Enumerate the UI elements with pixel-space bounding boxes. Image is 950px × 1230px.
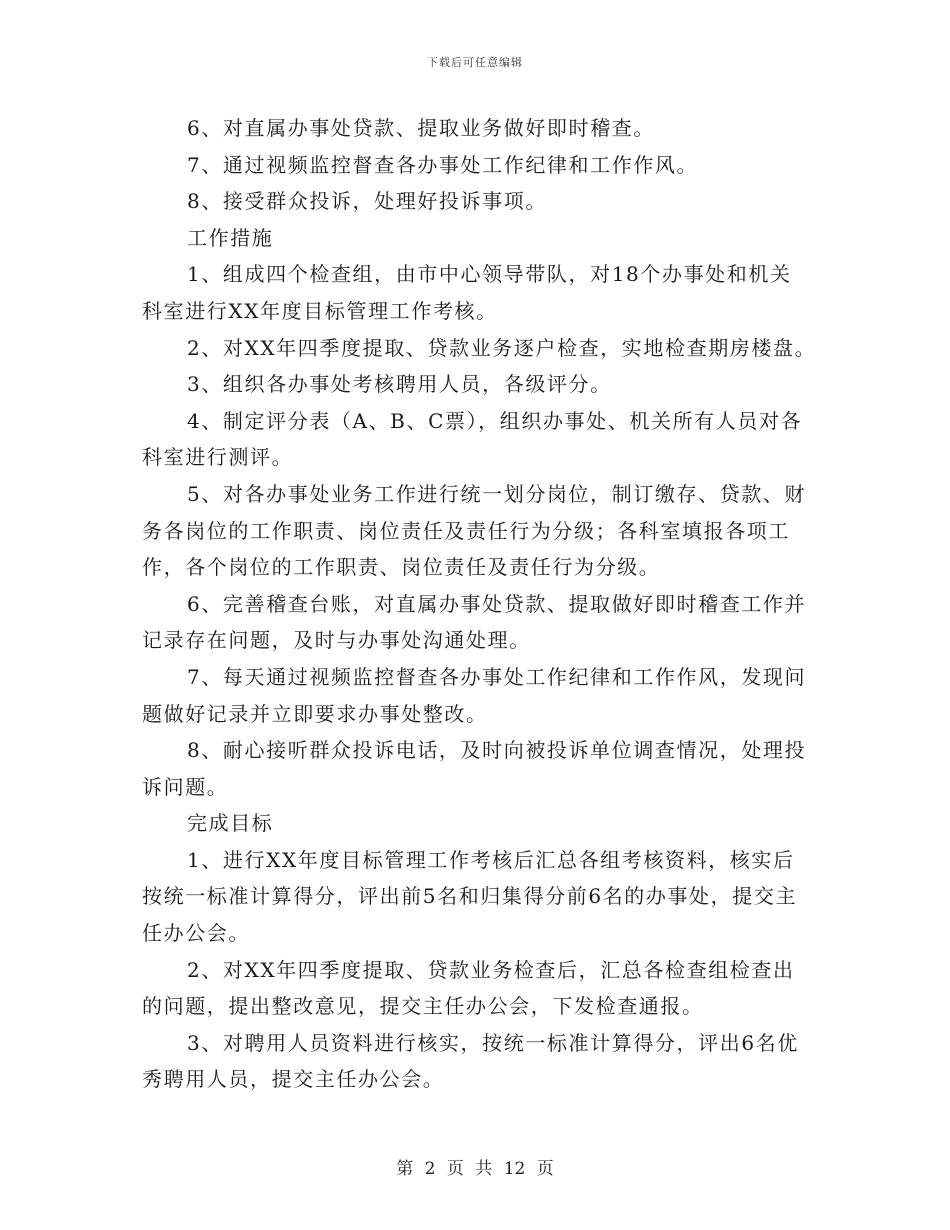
measure-5-line-3: 作，各个岗位的工作职责、岗位责任及责任行为分级。 [142,555,661,580]
measure-1-line-1: 1、组成四个检查组，由市中心领导带队，对18个办事处和机关 [187,262,792,287]
measure-6-line-2: 记录存在问题，及时与办事处沟通处理。 [142,628,531,653]
measure-2: 2、对XX年四季度提取、贷款业务逐户检查，实地检查期房楼盘。 [187,335,817,360]
measure-4-line-1: 4、制定评分表（A、B、C票），组织办事处、机关所有人员对各 [187,408,803,433]
goal-2-line-1: 2、对XX年四季度提取、贷款业务检查后，汇总各检查组检查出 [187,957,795,982]
measure-8-line-2: 诉问题。 [142,774,229,799]
measure-6-line-1: 6、完善稽查台账，对直属办事处贷款、提取做好即时稽查工作并 [187,591,807,616]
measure-1-line-2: 科室进行XX年度目标管理工作考核。 [142,298,498,323]
document-body [142,110,817,1098]
section-heading-measures: 工作措施 [187,225,274,250]
measure-8-line-1: 8、耐心接听群众投诉电话，及时向被投诉单位调查情况，处理投 [187,738,807,763]
measure-7-line-1: 7、每天通过视频监控督查各办事处工作纪律和工作作风，发现问 [187,664,807,689]
section-heading-goals: 完成目标 [187,811,274,836]
goal-3-line-2: 秀聘用人员，提交主任办公会。 [142,1067,445,1092]
measure-7-line-2: 题做好记录并立即要求办事处整改。 [142,701,488,726]
goal-1-line-2: 按统一标准计算得分，评出前5名和归集得分前6名的办事处，提交主 [142,884,798,909]
list-item-6: 6、对直属办事处贷款、提取业务做好即时稽查。 [187,116,655,140]
goal-2-line-2: 的问题，提出整改意见，提交主任办公会，下发检查通报。 [142,994,704,1019]
measure-5-line-2: 务各岗位的工作职责、岗位责任及责任行为分级；各科室填报各项工 [142,518,790,543]
list-item-8: 8、接受群众投诉，处理好投诉事项。 [187,189,547,214]
measure-5-line-1: 5、对各办事处业务工作进行统一划分岗位，制订缴存、贷款、财 [187,481,807,506]
measure-3: 3、组织各办事处考核聘用人员，各级评分。 [187,372,612,397]
page-header: 下载后可任意编辑 [427,56,523,69]
goal-1-line-1: 1、进行XX年度目标管理工作考核后汇总各组考核资料，核实后 [187,847,795,872]
page-number-footer: 第 2 页 共 12 页 [396,1159,554,1179]
goal-1-line-3: 任办公会。 [142,921,250,946]
measure-4-line-2: 科室进行测评。 [142,445,294,470]
goal-3-line-1: 3、对聘用人员资料进行核实，按统一标准计算得分，评出6名优 [187,1030,799,1055]
list-item-7: 7、通过视频监控督查各办事处工作纪律和工作作风。 [187,152,699,177]
